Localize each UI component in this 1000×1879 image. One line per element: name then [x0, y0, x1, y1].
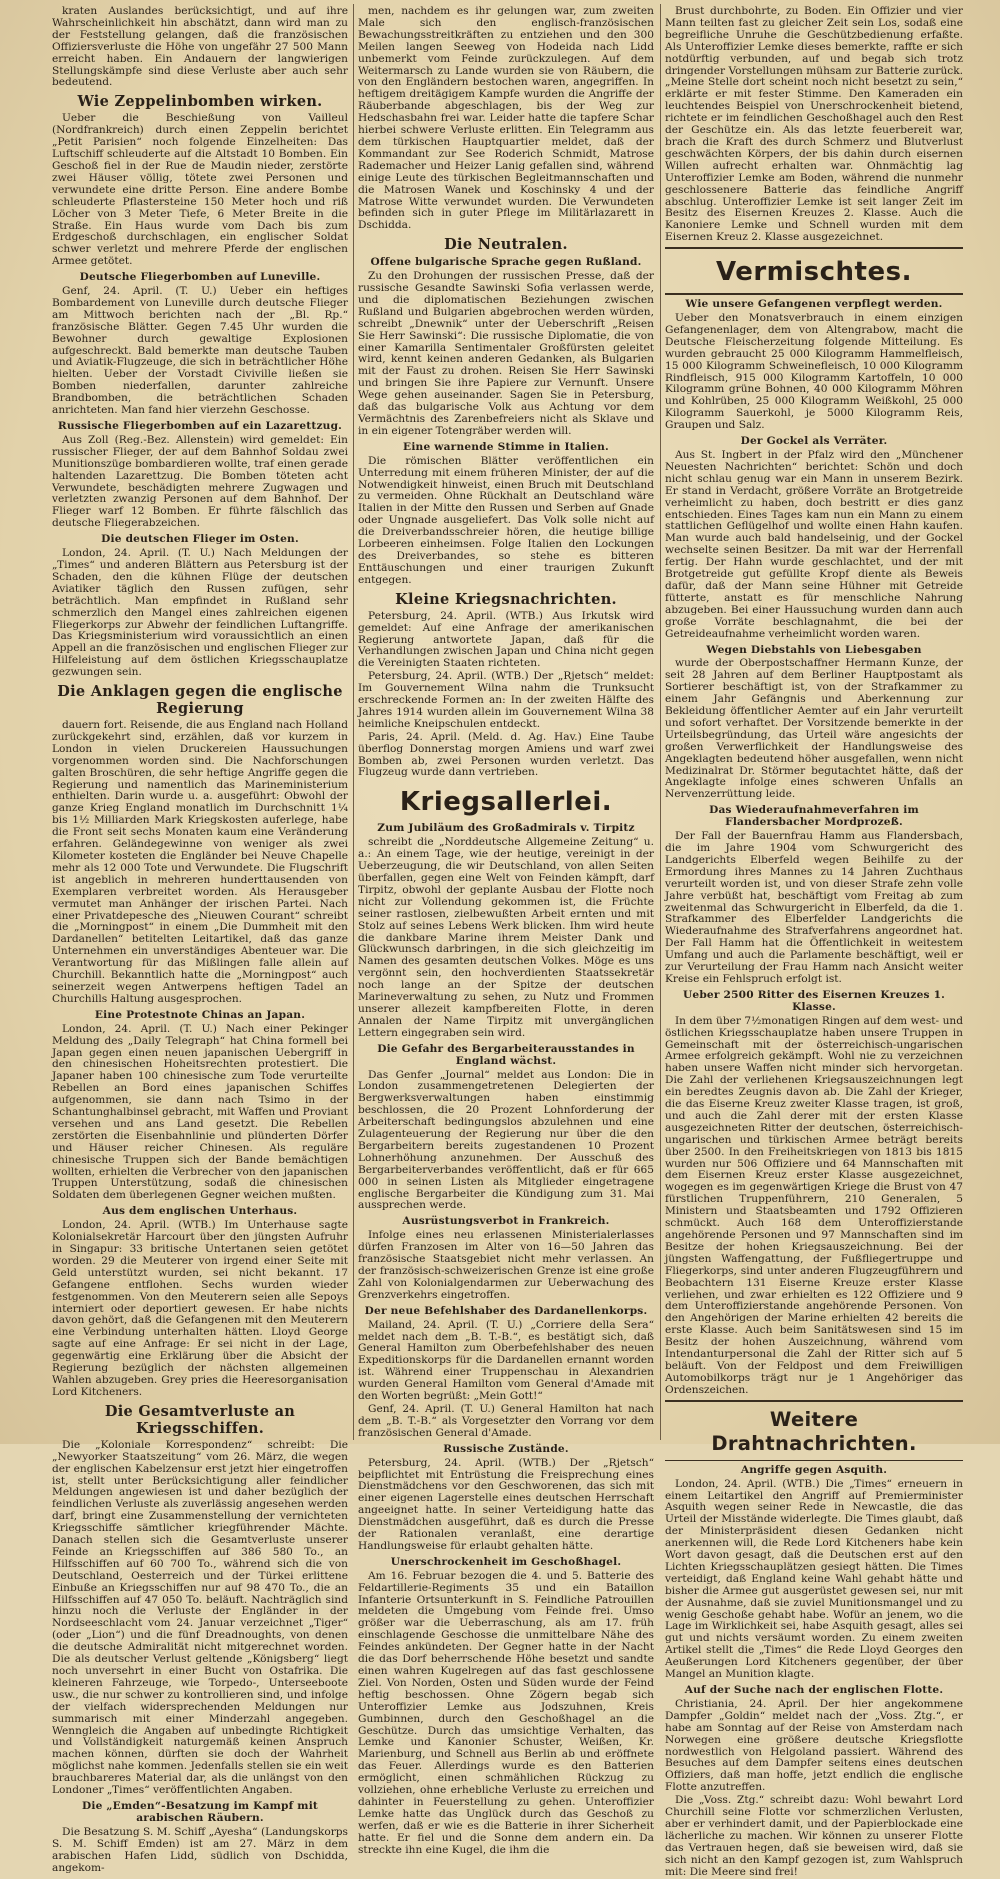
article-paragraph: dauern fort. Reisende, die aus England nach Holland zurückgekehrt sind, erzählen, daß vor kurzem in London in vielen Druckereien Haussuchungen vorgenommen worden sind. Die Nachforschungen galten Broschüren, die sehr heftige Angriffe gegen die Regierung und namentlich das Marineministerium enthielten. Darin wurde u. a. ausgeführt: Obwohl der ganze Krieg England monatlich im Durchschnitt 1¼ bis 1½ Milliarden Mark Kriegskosten auferlege, habe die Front seit sechs Monaten kaum eine Veränderung erfahren. Geländegewinne von weniger als zwei Kilometer kosteten die Engländer bei Neuve Chapelle mehr als 12 000 Tote und Verwundete. Die Flugschrift ist angeblich in mehreren hunderttausenden von Exemplaren verbreitet worden. Als Herausgeber vermutet man Anhänger der irischen Partei. Nach einer Privatdepesche des „Nieuwen Courant“ schreibt die „Morningpost“ in einem „Die Dummheit mit den Dardanellen“ betitelten Leitartikel, daß das ganze Unternehmen ein unverständiges Abenteuer war. Die Verantwortung für das Mißlingen falle allein auf Churchill. Bekanntlich hatte die „Morningpost“ auch seinerzeit wegen Antwerpens heftigen Tadel an Churchills Haltung ausgesprochen. — [52, 719, 348, 1005]
article-paragraph: Infolge eines neu erlassenen Ministerialerlasses dürfen Franzosen im Alter von 16—50 Jahren das französische Staatsgebiet nicht mehr verlassen. An der französisch-schweizerischen Grenze ist eine große Zahl von Kolonialgendarmen zur Ueberwachung des Grenzverkehrs eingetroffen. — [358, 1229, 654, 1301]
article-paragraph: Zu den Drohungen der russischen Presse, daß der russische Gesandte Sawinski Sofia verlassen werde, und die diplomatischen Beziehungen zwischen Rußland und Bulgarien abgebrochen werden würden, schreibt „Dnewnik“ unter der Ueberschrift „Reisen Sie Herr Sawinski“: Die russische Diplomatie, die von einer Kamarilla Sentimentaler Großfürsten geleitet wird, kennt keinen anderen Gedanken, als Bulgarien mit der Faust zu drohen. Reisen Sie Herr Sawinski und bringen Sie ihre Papiere zur Vernunft. Unsere Wege gehen auseinander. Sagen Sie in Petersburg, daß das bulgarische Volk aus Achtung vor dem Vermächtnis des Zarenbefreiers nicht als Sklave und in ein eigener Totengräber werden will. — [358, 270, 654, 437]
article-subheadline: Wegen Diebstahls von Liebesgaben — [706, 643, 922, 656]
article-paragraph: Aus Zoll (Reg.-Bez. Allenstein) wird gemeldet: Ein russischer Flieger, der auf dem Bahnhof Soldau zwei Munitionszüge bombardieren wollte, traf einen gerade haltenden Lazarettzug. Die Bomben töteten acht Verwundete, beschädigten mehrere Zugwagen und verletzten zwanzig Personen auf dem Bahnhof. Der Flieger warf 12 Bomben. Er führte fälschlich das deutsche Fliegerabzeichen. — [52, 433, 348, 530]
article-paragraph: Christiania, 24. April. Der hier angekommene Dampfer „Goldin“ meldet nach der „Voss. Ztg.“, er habe am Sonntag auf der Reise von Amsterdam nach Norwegen eine größere deutsche Kriegsflotte nordwestlich von Helgoland passiert. Während des Besuches auf dem Dampfer seitens eines deutschen Offiziers, daß man hoffe, jetzt endlich die englische Flotte anzutreffen. — [665, 1697, 963, 1794]
article-paragraph: London, 24. April. (WTB.) Die „Times“ erneuern in einem Leitartikel den Angriff auf Premierminister Asquith wegen seiner Rede in Newcastle, die das Urteil der Misstände widerlegte. Die Times glaubt, daß der Ministerpräsident diesen Gedanken nicht anerkennen will, die Rede Lord Kitcheners habe kein Wort davon gesagt, daß die Deutschen erst auf den Lichten Kriegsschauplätzen gesiegt hätten. Die Times verteidigt, daß England keine Wahl gehabt hätte und bisher die Armee gut ausgerüstet gewesen sei, nur mit der Ausnahme, daß sie zuviel Munitionsmangel und zu wenig Geschoße gehabt habe. Wofür an jenem, wo die Lage im Wirklichkeit sei, habe Asquith gesagt, alles sei gut und nichts versäumt worden. Zu einem zweiten Artikel stellt die „Times“ die Rede Lloyd Georges den Aeußerungen Lord Kitcheners gegenüber, der über Mangel an Munition klagte. — [665, 1477, 963, 1681]
article-subheadline: Die deutschen Flieger im Osten. — [101, 533, 299, 546]
article-paragraph: Genf, 24. April. (T. U.) Ueber ein heftiges Bombardement von Luneville durch deutsche Flieger am Mittwoch berichten nach der „Bl. Rp.“ französische Blätter. Gegen 7.45 Uhr wurden die Bewohner durch gewaltige Explosionen aufgeschreckt. Bald bemerkte man deutsche Tauben und Aviatik-Flugzeuge, die sich in beträchtlicher Höhe hielten. Ueber der Vorstadt Civiville ließen sie Bomben niederfallen, darunter zahlreiche Brandbomben, die beträchtlichen Schaden anrichteten. Man fand hier vierzehn Geschosse. — [52, 285, 348, 417]
article-subheadline: Ausrüstungsverbot in Frankreich. — [402, 1215, 610, 1228]
article-subheadline: Russische Zustände. — [443, 1442, 569, 1455]
article-subheadline: Das Wiederaufnahmeverfahren im Flandersbacher Mordprozeß. — [709, 804, 919, 829]
section-rule — [665, 247, 963, 249]
section-rule — [665, 1400, 963, 1402]
article-paragraph: Ueber die Beschießung von Vailleul (Nordfrankreich) durch einen Zeppelin berichtet „Petit Parisien“ noch folgende Einzelheiten: Das Luftschiff schleuderte auf die Altstadt 10 Bomben. Ein Geschoß fiel in der Rue de Maudin nieder, zerstörte zwei Häuser völlig, tötete zwei Personen und verwundete eine dritte Person. Eine andere Bombe schleuderte Pflastersteine 150 Meter hoch und riß Löcher von 3 Meter Tiefe, 6 Meter Breite in die Straße. Ein Haus wurde vom Dach bis zum Erdgeschoß durchschlagen, ein englischer Soldat schwer verletzt und mehrere Pferde der englischen Armee getötet. — [52, 112, 348, 268]
article-paragraph: Die Besatzung S. M. Schiff „Ayesha“ (Landungskorps S. M. Schiff Emden) ist am 27. März in dem arabischen Hafen Lidd, südlich von Dschidda, angekom- — [52, 1825, 348, 1874]
column-left — [52, 5, 348, 1874]
article-subheadline: Deutsche Fliegerbomben auf Luneville. — [79, 271, 321, 284]
article-paragraph: Genf, 24. April. (T. U.) General Hamilton hat nach dem „B. T.-B.“ als Vorgesetzter den Vorrang vor dem französischen General d'Amade. — [358, 1402, 654, 1439]
article-headline: Kleine Kriegsnachrichten. — [395, 590, 617, 608]
article-subheadline: Eine warnende Stimme in Italien. — [403, 440, 609, 453]
article-subheadline: Offene bulgarische Sprache gegen Rußland. — [370, 256, 642, 269]
article-paragraph: Petersburg, 24. April. (WTB.) Der „Rjetsch“ beipflichtet mit Entrüstung die Freisprechung eines Dienstmädchens vor den Geschworenen, das sich mit einer eigenen Lagerstelle eines deutschen Herrschaft angeeignet hatte. In seiner Verteidigung hatte das Dienstmädchen ausgeführt, daß es durch die Presse der Rationalen veranlaßt, eine derartige Handlungsweise für erlaubt gehalten hätte. — [358, 1456, 654, 1552]
article-paragraph: In dem über 7½monatigen Ringen auf dem west- und östlichen Kriegsschauplatze haben unsere Truppen in Gemeinschaft mit der österreichisch-ungarischen Armee erfolgreich gekämpft. Wohl nie zu verzeichnen haben unsere Waffen nicht minder sich hervorgetan. Die Zahl der verliehenen Kriegsauszeichnungen legt ein beredtes Zeugnis davon ab. Die Zahl der Krieger, die das Eiserne Kreuz zweiter Klasse tragen, ist groß, und auch die Zahl derer mit der ersten Klasse ausgezeichneten Ritter der deutschen, österreichisch-ungarischen und türkischen Armee beträgt bereits über 2500. In den Freiheitskriegen von 1813 bis 1815 wurden nur 506 Offiziere und 64 Mannschaften mit dem Eisernen Kreuz erster Klasse ausgezeichnet, wogegen es im gegenwärtigen Kriege die Brust von 47 fürstlichen Truppenführern, 210 Generalen, 5 Ministern und Staatsbeamten und 1792 Offizieren schmückt. Auch 168 dem Unteroffizierstande angehörende Personen und 97 Mannschaften sind im Besitze der hohen Kriegsauszeichnung. Bei der jüngsten Waffengattung, der Fußfliegertruppe und Fliegerkorps, sind unter anderen Flugzeugführern und Beobachtern 131 Eiserne Kreuze erster Klasse verliehen, und zwar erhielten es 122 Offiziere und 9 dem Unteroffizierstande angehörende Personen. Von den Angehörigen der Marine erhielten 42 bereits die erste Klasse. Auch beim Sanitätswesen sind 15 im Besitz der hohen Auszeichnung, während vom Intendanturpersonal die Zahl der Ritter sich auf 5 beläuft. Von der Feldpost und dem Freiwilligen Automobilkorps trägt nur je 1 Angehöriger das Ordenszeichen. — [665, 1014, 963, 1396]
column-divider — [353, 4, 354, 1440]
article-paragraph: Ueber den Monatsverbrauch in einem einzigen Gefangenenlager, dem von Altengrabow, macht die Deutsche Fleischerzeitung folgende Mitteilung. Es wurden gebraucht 25 000 Kilogramm Hammelfleisch, 15 000 Kilogramm Schweinefleisch, 10 000 Kilogramm Rindfleisch, 915 000 Kilogramm Kartoffeln, 10 000 Kilogramm grüne Bohnen, 40 000 Kilogramm Möhren und Kohlrüben, 25 000 Kilogramm Weißkohl, 25 000 Kilogramm Sauerkohl, je 5000 Kilogramm Reis, Graupen und Salz. — [665, 312, 963, 432]
article-subheadline: Wie unsere Gefangenen verpflegt werden. — [685, 298, 943, 311]
section-rule — [665, 1460, 963, 1461]
article-subheadline: Eine Protestnote Chinas an Japan. — [94, 1008, 306, 1021]
article-subheadline: Russische Fliegerbomben auf ein Lazarettzug. — [57, 420, 343, 432]
section-rule — [665, 293, 963, 295]
section-title: Weitere Drahtnachrichten. — [711, 1407, 917, 1455]
article-paragraph: Brust durchbohrte, zu Boden. Ein Offizier und vier Mann teilten fast zu gleicher Zeit sein Los, sodaß eine begreifliche Unruhe die Geschützbedienung erfaßte. Als Unteroffizier Lemke dieses bemerkte, raffte er sich notdürftig verbunden, auf und begab sich trotz dringender Vorstellungen mühsam zur Batterie zurück. „Meine Stelle dort scheint noch nicht besetzt zu sein,“ erklärte er mit fester Stimme. Den Kameraden ein leuchtendes Beispiel von Unerschrockenheit bietend, richtete er im feindlichen Geschoßhagel auch den Rest der Geschütze ein. Als das letzte feuerbereit war, brach die Kraft des durch Schmerz und Blutverlust geschwächten Körpers, der bis dahin durch eisernen Willen aufrecht erhalten war. Ohnmächtig lag Unteroffizier Lemke am Boden, während die nunmehr geschlossenere Batterie das feindliche Angriff abschlug. Unteroffizier Lemke ist seit langer Zeit im Besitz des Eisernen Kreuzes 2. Klasse. Auch die Kanoniere Lemke und Schnell wurden mit dem Eisernen Kreuz 2. Klasse ausgezeichnet. — [665, 5, 963, 244]
article-subheadline: Der neue Befehlshaber des Dardanellenkorps. — [364, 1304, 648, 1317]
article-paragraph: London, 24. April. (T. U.) Nach Meldungen der „Times“ und anderen Blättern aus Petersburg ist der Schaden, den die kühnen Flüge der deutschen Aviatiker täglich den Russen zufügen, sehr beträchtlich. Man empfindet in Rußland sehr schmerzlich den Mangel eines zahlreichen eigenen Fliegerkorps zur Abwehr der feindlichen Luftangriffe. Das Kriegsministerium wird voraussichtlich an einen Appell an die französischen und englischen Flieger zur Hilfeleistung auf dem östlichen Kriegsschauplatze gezwungen sein. — [52, 547, 348, 679]
article-subheadline: Ueber 2500 Ritter des Eisernen Kreuzes 1. Klasse. — [682, 988, 946, 1013]
article-paragraph: Paris, 24. April. (Meld. d. Ag. Hav.) Eine Taube überflog Donnerstag morgen Amiens und warf zwei Bomben ab, zwei Personen wurden verletzt. Das Flugzeug wurde dann vertrieben. — [358, 730, 654, 779]
article-paragraph: Petersburg, 24. April. (WTB.) Aus Irkutsk wird gemeldet: Auf eine Anfrage der amerikanischen Regierung antwortete Japan, daß für die Verhandlungen zwischen Japan und China nicht gegen die Vereinigten Staaten richteten. — [358, 609, 654, 670]
column-divider — [660, 4, 661, 1440]
article-subheadline: Auf der Suche nach der englischen Flotte. — [684, 1684, 944, 1696]
article-subheadline: Der Gockel als Verräter. — [740, 435, 888, 448]
column-middle — [358, 5, 654, 1856]
column-right — [665, 5, 963, 1878]
article-subheadline: Aus dem englischen Unterhaus. — [102, 1205, 298, 1218]
article-paragraph: kraten Auslandes berücksichtigt, und auf ihre Wahrscheinlichkeit hin abschätzt, dann wird man zu der Feststellung gelangen, daß die französischen Offiziersverluste die Höhe von ungefähr 27 500 Mann erreicht haben. Ein Andauern der langwierigen Stellungskämpfe sind diese Verluste aber auch sehr bedeutend. — [52, 5, 348, 89]
article-paragraph: Der Fall der Bauernfrau Hamm aus Flandersbach, die im Jahre 1904 vom Schwurgericht des Landgerichts Elberfeld wegen Beihilfe zu der Ermordung ihres Mannes zu 14 Jahren Zuchthaus verurteilt worden ist, und von dieser Strafe zehn volle Jahre verbüßt hat, beschäftigt vom Freitag ab zum zweitenmal das Schwurgericht in Elberfeld, da die 1. Strafkammer des Elberfelder Landgerichts die Wiederaufnahme des Strafverfahrens angeordnet hat. Der Fall Hamm hat die Öffentlichkeit in weitestem Umfang und auch die Parlamente beschäftigt, weil er zur Verurteilung der Frau Hamm nach Ansicht weiter Kreise ein Fehlspruch erfolgt ist. — [665, 830, 963, 985]
article-paragraph: Mailand, 24. April. (T. U.) „Corriere della Sera“ meldet nach dem „B. T.-B.“, es bestätigt sich, daß General Hamilton zum Oberbefehlshaber des neuen Expeditionskorps für die Dardanellen ernannt worden ist. Während einer Truppenschau in Alexandrien wurden General Hamilton vom General d'Amade mit den Worten begrüßt: „Mein Gott!“ — [358, 1318, 654, 1403]
article-paragraph: Das Genfer „Journal“ meldet aus London: Die in London zusammengetretenen Delegierten der Bergwerksverwaltungen haben einstimmig beschlossen, die 20 Prozent Lohnforderung der Arbeiterschaft bedingungslos abzulehnen und eine Zulagenteuerung der Regierung nur über die den Bergarbeitern bereits zugestandenen 10 Prozent Lohnerhöhung anzunehmen. Der Ausschuß des Bergarbeiterverbandes veröffentlicht, daß er für 665 000 in seinen Listen als Mitglieder eingetragene englische Bergarbeiter die Kündigung zum 31. Mai aussprechen werde. — [358, 1068, 654, 1212]
article-paragraph: Die „Koloniale Korrespondenz“ schreibt: Die „Newyorker Staatszeitung“ vom 26. März, die wegen der englischen Kabelzensur erst jetzt hier eingetroffen ist, stellt unter Berücksichtigung aller feindlicher Meldungen angewiesen ist und daher bezüglich der feindlichen Verluste als zuverlässig angesehen werden darf, bringt eine Zusammenstellung der vernichteten Kriegsschiffe sämtlicher kriegführender Mächte. Danach stellen sich die Gesamtverluste unserer Feinde an Kriegsschiffen auf 386 580 To., an Hilfsschiffen auf 60 700 To., während sich die von Deutschland, Oesterreich und der Türkei erlittene Einbuße an Kriegsschiffen nur auf 98 470 To., die an Hilfsschiffen auf 47 050 To. beläuft. Nachträglich sind hinzu noch die Verluste der Engländer in der Nordseeschlacht vom 24. Januar verzeichnet „Tiger“ (oder „Lion“) und die fünf Dreadnoughts, von denen die deutsche Admiralität nicht mitgerechnet worden. Die als deutscher Verlust geltende „Königsberg“ liegt noch unversehrt in einer Bucht von Ostafrika. Die kleineren Fahrzeuge, wie Torpedo-, Unterseeboote usw., die nur schwer zu kontrollieren sind, und infolge der vielfach widersprechenden Meldungen nur summarisch mit einer Minderzahl angegeben. Wenngleich die Angaben auf unbedingte Richtigkeit und Vollständigkeit naturgemäß keinen Anspruch machen können, dürften sie doch der Wahrheit möglichst nahe kommen. Jedenfalls stellen sie ein weit brauchbareres Material dar, als die unlängst von den Londoner „Times“ veröffentlichten Angaben. — [52, 1438, 348, 1797]
article-headline: Die Neutralen. — [444, 236, 568, 254]
article-headline: Die Anklagen gegen die englische Regierung — [57, 683, 343, 718]
article-subheadline: Zum Jubiläum des Großadmirals v. Tirpitz — [377, 822, 635, 835]
section-title: Vermischtes. — [716, 257, 912, 288]
article-paragraph: men, nachdem es ihr gelungen war, zum zweiten Male sich den englisch-französischen Bewachungsstreitkräften zu entziehen und den 300 Meilen langen Seeweg von Hodeida nach Lidd unbemerkt vom Feinde zurückzulegen. Auf dem Weitermarsch zu Lande wurden sie von Räubern, die von den Engländern bestochen waren, angegriffen. In heftigem dreitägigem Kampfe wurden die Angriffe der Räuberbande abgeschlagen, bis der Weg zur Hedschasbahn frei war. Leider hatte die tapfere Schar hierbei schwere Verluste erlitten. Ein Telegramm aus dem türkischen Hauptquartier meldet, daß der Kommandant zur See Roderich Schmidt, Matrose Rademacher und Heizer Lanig gefallen sind, während einige Leute des türkischen Begleitmannschaften und die Matrosen Wanek und Koschinsky 4 und der Matrose Witte verwundet wurden. Die Verwundeten befinden sich in guter Pflege im Militärlazarett in Dschidda. — [358, 5, 654, 232]
section-title: Kriegsallerlei. — [399, 787, 613, 818]
article-subheadline: Unerschrockenheit im Geschoßhagel. — [390, 1555, 622, 1568]
article-paragraph: Die „Voss. Ztg.“ schreibt dazu: Wohl bewahrt Lord Churchill seine Flotte vor schmerzlichen Verlusten, aber er verhindert damit, und der Papierblockade eine lächerliche zu machen. Wir können zu unserer Flotte das Vertrauen hegen, daß sie beweisen wird, daß sie sich nicht an den Kampf gezogen ist, zum Wahlspruch mit: Die Meere sind frei! — [665, 1794, 963, 1878]
article-paragraph: London, 24. April. (WTB.) Im Unterhause sagte Kolonialsekretär Harcourt über den jüngsten Aufruhr in Singapur: 33 britische Untertanen seien getötet worden. 29 die Meuterer von irgend einer Seite mit Geld unterstützt wurden, sei nicht bekannt. 17 Gefangene entflohen. Sechs wurden wieder festgenommen. Von den Meuterern seien alle Sepoys interniert oder deportiert gewesen. Er habe nichts davon gehört, daß die Gefangenen mit den Meuterern eine Verbindung unterhalten hätten. Lloyd George sagte auf eine Anfrage: Er sei nicht in der Lage, gegenwärtig eine Erklärung über die Absicht der Regierung bezüglich der nächsten allgemeinen Wahlen abzugeben. Grey pries die Heeresorganisation Lord Kitcheners. — [52, 1219, 348, 1398]
article-paragraph: schreibt die „Norddeutsche Allgemeine Zeitung“ u. a.: An einem Tage, wie der heutige, vereinigt in der Ueberzeugung, die wir Deutschland, von allen Seiten überfallen, gegen eine Welt von Feinden kämpft, darf Tirpitz, obwohl der geplante Ausbau der Flotte noch nicht zur Vollendung gekommen ist, die Früchte seiner rastlosen, zielbewußten Arbeit ernten und mit Stolz auf seines Lebens Werk blicken. Ihm wird heute die dankbare Marine ihrem Meister Dank und Glückwunsch darbringen, in die sich gleichzeitig im Namen des gesamten deutschen Volkes. Möge es uns vergönnt sein, den hochverdienten Staatssekretär noch lange an der Spitze der deutschen Marineverwaltung zu sehen, zu Nutz und Frommen unserer allezeit kampfbereiten Flotte, in deren Annalen der Name Tirpitz mit unvergänglichen Lettern eingegraben sein wird. — [358, 836, 654, 1039]
article-paragraph: wurde der Oberpostschaffner Hermann Kunze, der seit 28 Jahren auf dem Berliner Hauptpostamt als Sortierer beschäftigt ist, von der Strafkammer zu einem Jahr Gefängnis und Aberkennung zur Bekleidung öffentlicher Aemter auf ein Jahr verurteilt und sofort verhaftet. Der Vorsitzende bemerkte in der Urteilsbegründung, das Urteil wäre angesichts der großen Verwerflichkeit der Handlungsweise des Angeklagten bedeutend höher ausgefallen, wenn nicht Medizinalrat Dr. Störmer begutachtet hätte, daß der Angeklagte infolge eines schweren Unfalls an Nervenzerrüttung leide. — [665, 657, 963, 801]
article-paragraph: London, 24. April. (T. U.) Nach einer Pekinger Meldung des „Daily Telegraph“ hat China formell bei Japan gegen einen neuen japanischen Uebergriff in den chinesischen Hoheitsrechten protestiert. Die Japaner haben 100 chinesische zum Tode verurteilte Rebellen an Bord eines japanischen Schiffes aufgenommen, sie dann nach Tsimo in der Schantunghalbinsel gebracht, mit Waffen und Proviant versehen und ans Land gesetzt. Die Rebellen zerstörten die Eisenbahnlinie und plünderten Dörfer und Häuser reicher Chinesen. Als reguläre chinesische Truppen sich der Bande bemächtigen wollten, erhielten die Verbrecher von den japanischen Truppen Unterstützung, sodaß die chinesischen Soldaten dem überlegenen Gegner weichen mußten. — [52, 1022, 348, 1202]
article-subheadline: Angriffe gegen Asquith. — [740, 1463, 888, 1476]
article-paragraph: Petersburg, 24. April. (WTB.) Der „Rjetsch“ meldet: Im Gouvernement Wilna nahm die Trunksucht erschreckende Formen an: In der zweiten Hälfte des Jahres 1914 wurden allein im Gouvernement Wilna 38 heimliche Kneipschulen entdeckt. — [358, 670, 654, 730]
article-subheadline: Die Gefahr des Bergarbeiterausstandes in England wächst. — [377, 1042, 635, 1067]
article-paragraph: Aus St. Ingbert in der Pfalz wird den „Münchener Neuesten Nachrichten“ berichtet: Schön und doch nicht schlau genug war ein Mann in unserem Bezirk. Er stand in Verdacht, größere Vorräte an Brotgetreide verheimlicht zu haben, doch bestritt er dies ganz entschieden. Eines Tages kam nun ein Mann zu einem stattlichen Geflügelhof und wollte einen Hahn kaufen. Man wurde auch bald handelseinig, und der Gockel wechselte seinen Besitzer. Da mit war der Herrenfall fertig. Der Hahn wurde geschlachtet, und der mit Brotgetreide gut gefüllte Kropf diente als Beweis dafür, daß der Mann seine Hühner mit Getreide fütterte, anstatt es für menschliche Nahrung abzugeben. Bei einer Haussuchung wurden dann auch große Vorräte beschlagnahmt, die bei der Getreideaufnahme verheimlicht worden waren. — [665, 449, 963, 640]
article-headline: Die Gesamtverluste an Kriegsschiffen. — [104, 1402, 296, 1437]
article-headline: Wie Zeppelinbomben wirken. — [77, 93, 323, 111]
article-paragraph: Die römischen Blätter veröffentlichen ein Unterredung mit einem früheren Minister, der auf die Notwendigkeit hinweist, einen Bruch mit Deutschland zu vermeiden. Ohne Rückhalt an Deutschland wäre Italien in der Mitte den Russen und Serben auf Gnade oder Ungnade ausgeliefert. Das Volk solle nicht auf die Dreiverbandsschreier hören, die heutige billige Lorbeeren einheimsen. Folge Italien den Lockungen des Dreiverbandes, so stehe es bitteren Enttäuschungen und einer traurigen Zukunft entgegen. — [358, 454, 654, 586]
article-subheadline: Die „Emden“-Besatzung im Kampf mit arabischen Räubern. — [81, 1799, 319, 1824]
article-paragraph: Am 16. Februar bezogen die 4. und 5. Batterie des Feldartillerie-Regiments 35 und ein Bataillon Infanterie Ortsunterkunft in S. Feindliche Patrouillen meldeten die Umgebung vom Feinde frei. Umso größer war die Ueberraschung, als am 17. früh einschlagende Geschosse die unmittelbare Nähe des Feindes ankündeten. Der Gegner hatte in der Nacht die das Dorf beherrschende Höhe besetzt und sandte einen wahren Kugelregen auf das fast geschlossene Ziel. Von Norden, Osten und Süden wurde der Feind heftig beschossen. Ohne Zögern begab sich Unteroffizier Lemke aus Jodszuhnen, Kreis Gumbinnen, durch den Geschoßhagel an die Geschütze. Durch das umsichtige Verhalten, das Lemke und Kanonier Schuster, Weißen, Kr. Marienburg, und Schnell aus Berlin ab und eröffnete das Feuer. Allerdings wurde es den Batterien ermöglicht, einen schmählichen Rückzug zu vollziehen, ohne erhebliche Verluste zu erreichen und dahinter in Feuerstellung zu gehen. Unteroffizier Lemke hatte das Unglück durch das Geschoß zu werfen, daß er wie es die Batterie in ihrer Sicherheit hatte. Er fiel und die Sonne dem andern ein. Da streckte ihn eine Kugel, die ihm die — [358, 1569, 654, 1856]
